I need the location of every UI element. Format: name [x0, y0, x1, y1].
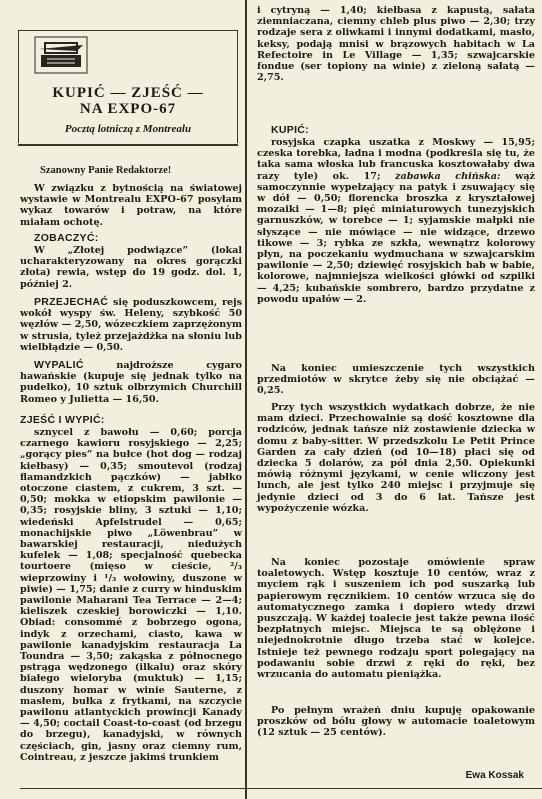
para1-block	[257, 363, 535, 397]
article-subtitle: Pocztą lotniczą z Montrealu	[64, 123, 192, 135]
przejechac-block	[20, 297, 242, 353]
para1-text: Na koniec umieszczenie tych wszystkich przedmiotów w skrytce żeby się nie obciążać — 0,25.	[257, 363, 535, 397]
para2-block	[257, 402, 535, 514]
signature: Ewa Kossak	[465, 770, 524, 781]
article-title	[19, 85, 237, 117]
kupic-heading: KUPIĆ:	[271, 124, 309, 136]
intro-text: W związku z bytnością na światowej wystawie w Montrealu EXPO-67 posyłam wykaz towarów i potraw, na które miałam ochotę.	[20, 183, 242, 228]
para2-text: Przy tych wszystkich wydatkach dobrze, że nie mam dzieci. Przechowalnie są dość kosztowne dla rodziców, jednak tańsze niż zostawienie dziecka w domu z baby-sitter. W przedszkolu Le Petit Prince Garden za cały dzień (od 10—18) płaci się od dziecka 5 dolarów, za pół dnia 2,50. Opiekunki mówią różnymi językami, w cenie wliczony jest lunch, ale jest tylko 240 miejsc i przyjmuje się jedynie dzieci od 3 do 6 lat. Tańsze jest wypożyczenie wózka.	[257, 402, 535, 514]
zobaczyc-block	[20, 232, 242, 290]
para4-text: Po pełnym wrażeń dniu kupuję opakowanie proszków od bólu głowy w automacie toaletowym (12 sztuk — 25 centów).	[257, 705, 535, 739]
przejechac-text: się poduszkowcem, rejs wokół wyspy św. Heleny, szybkość 50 węzłów — 2,50, wózeczkiem zaprzężonym w strusia, tyleż przejażdżka na słoniu lub wielbłądzie — 0,50.	[20, 297, 242, 353]
kupic-text-a: rosyjska czapka uszatka z Moskwy — 15,95; czeska torebka, ładna i modna (podkreśla się tu, że taka sama włoska lub francuska kosztowałaby dwa razy tyle) ok. 17;	[257, 137, 535, 182]
kupic-text	[257, 137, 535, 305]
wypalic-text: najdroższe cygaro hawańskie (kupuje się jednak tylko na pudełko), 10 sztuk olbrzymich Churchill Romeo y Julietta — 16,50.	[20, 360, 243, 405]
wypalic-paragraph	[20, 360, 242, 405]
para3-block	[257, 557, 535, 680]
header-rule	[18, 144, 238, 146]
zobaczyc-heading: ZOBACZYĆ:	[34, 232, 99, 244]
title-line-2: NA EXPO-67	[79, 101, 177, 117]
zjesc-heading: ZJEŚĆ I WYPIĆ:	[20, 414, 105, 426]
przejechac-paragraph	[20, 297, 242, 353]
kupic-italic: zabawka chińska:	[395, 170, 501, 182]
kupic-block	[257, 124, 535, 305]
header-box	[18, 30, 238, 143]
kupic-text-b: wąż samoczynnie wypełzający na patyk i zsuwający się w dół — 0,50; florencka broszka z kryształowej mozaiki — 1—8; pięć miniaturowych tunezyjskich garnuszków, w torebce — 1; syjamskie małpki nie słyszące — nie mówiące — nie widzące, drzewo tikowe — 3; rybka ze szkła, wewnątrz kolorowy płyn, na poczekaniu wydmuchana w szwajcarskim pawilonie — 2,50; dziewięć rosyjskich bab w babie, kolorowe, najmniejsza wielkości główki od szpilki — 4,25; kubańskie sombrero, bardzo przydatne z powodu upałów — 2.	[257, 170, 535, 305]
zobaczyc-text: W „Złotej podwiązce” (lokal ucharakteryzowany na okres gorączki złota) rewia, wstęp do 19 godz. dol. 1, później 2.	[20, 245, 242, 290]
wypalic-block	[20, 360, 242, 405]
bottom-rule	[20, 788, 542, 789]
salutation: Szanowny Panie Redaktorze!	[40, 165, 172, 176]
typewriter-plane-icon	[33, 35, 89, 75]
wypalic-heading: WYPALIĆ	[34, 359, 84, 371]
right-top-text: i cytryną — 1,40; kiełbasa z kapustą, sałata ziemniaczana, ciemny chleb plus piwo — 2,30; trzy rodzaje sera z oliwkami i innymi dodatkami, masło, keksy, podają mnisi w brązowych habitach w La Refectoire in Le Village — 1,35; szwajcarskie fondue (ser topiony na winie) z zieloną sałatą — 2,75.	[257, 5, 535, 84]
column-divider	[245, 0, 247, 799]
intro-block	[20, 183, 242, 228]
para3-text: Na koniec pozostaje omówienie spraw toaletowych. Wstęp kosztuje 10 centów, wraz z myciem rąk i suszeniem ich pod suszarką lub papierowym ręcznikiem. 10 centów wrzuca się do automatycznego zamka i dopiero wtedy drzwi puszczają. W każdej toalecie jest także pewna ilość bezpłatnych miejsc. Miejsca te są oblężone i niejednokrotnie długo trzeba stać w kolejce. Istnieje też pewnego rodzaju sport polegający na podawaniu sobie drzwi z ręki do ręki, bez wrzucania do automatu pieniążka.	[257, 557, 535, 681]
przejechac-heading: PRZEJECHAĆ	[34, 296, 109, 308]
right-top-block	[257, 5, 535, 83]
title-line-1: KUPIĆ — ZJEŚĆ —	[52, 85, 204, 101]
zjesc-text: sznycel z bawołu — 0,60; porcja czarnego kawioru rosyjskiego — 2,25; „gorący pies” na bułce (hot dog — rodzaj kiełbasy) — 0,35; smoutevol (rodzaj flamandzkich pączków) — jabłko otoczone ciastem, z cukrem, 3 szt. — 0,50; mokka w etiopskim pawilonie — 0,35; rosyjskie bliny, 3 sztuki — 1,10; wiedeński Apfelstrudel — 0,65; monachijskie piwo „Löwenbrau” w bawarskiej restauracji, niedużych kufelek — 1,08; specjalność quebecka tourtoere (mięso w cieście, ²/₃ wieprzowiny i ¹/₃ wołowiny, duszone w piwie) — 1,75; danie z curry w hinduskim pawilonie Maharani Tea Terrace — 2—4; kieliszek czeskiej borowiczki — 1,10. Obiad: consommé z bobrzego ogona, indyk z orzechami, ciasto, kawa w pawilonie kanadyjskim restauracja La Toundra — 3,50; zakąska z północnego pstrąga wędzonego (ilkalu) oraz skóry białego wieloryba (muktuk) — 1,15; duszony homar w winie Sauterne, z masłem, bułka z frytkami, na szczycie pawilonu atlantyckich prowincji Kanady — 4,50; coctail Coast-to-coast (od brzegu do brzegu), kanadyjski, w równych częściach, gin, jasny oraz ciemny rum, Cointreau, z jeszcze jakimś trunkiem	[20, 427, 242, 763]
para4-block	[257, 705, 535, 739]
zjesc-block	[20, 414, 242, 763]
